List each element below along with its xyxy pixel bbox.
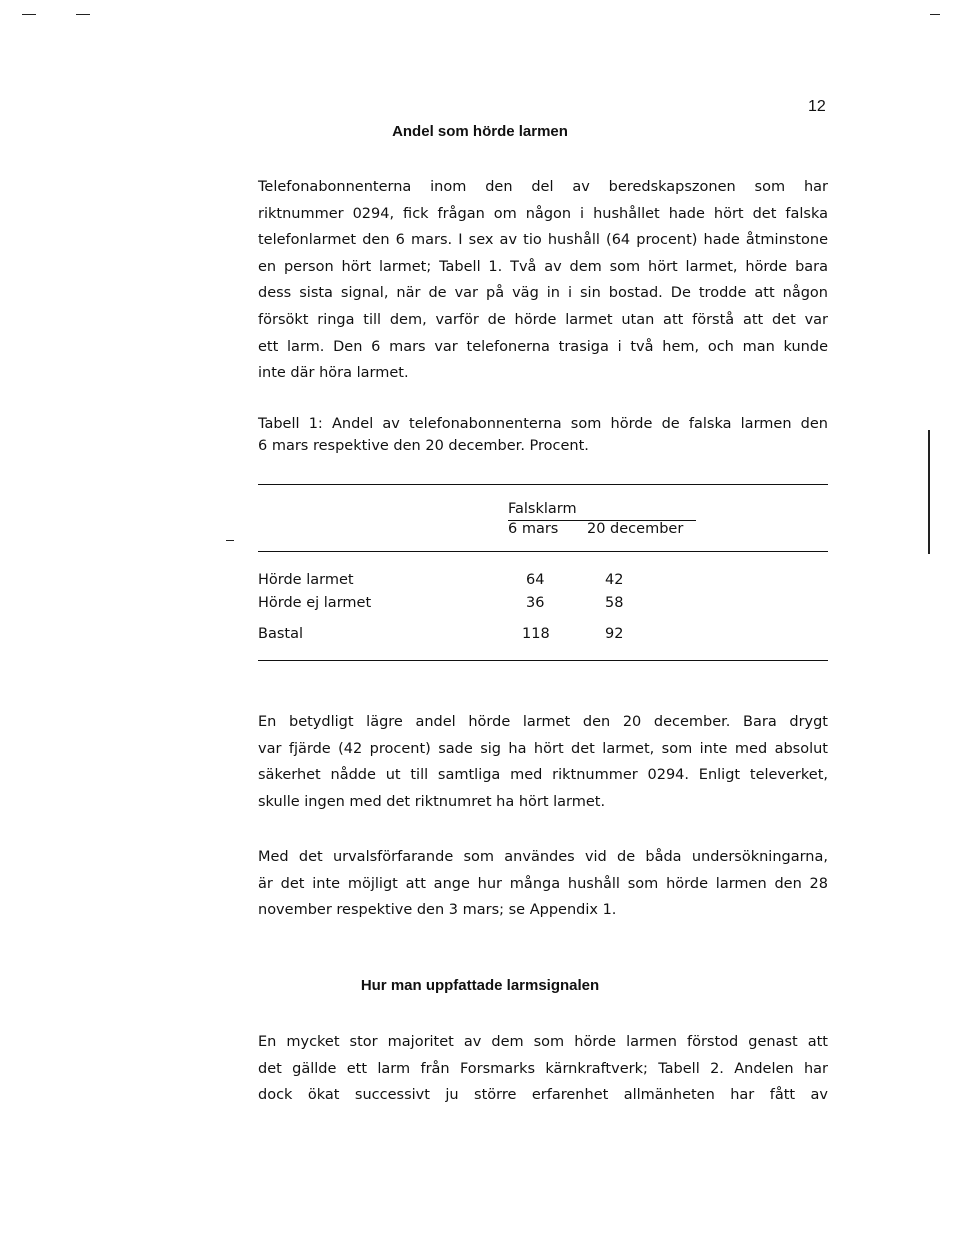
column-header-20-december: 20 december [587, 521, 684, 537]
paragraph-line: var fjärde (42 procent) sade sig ha hört det larmet, som inte med absolut [258, 740, 828, 757]
scan-mark-top-right [930, 14, 940, 15]
table-group-header: Falsklarm [508, 501, 577, 517]
row-label-horde-ej-larmet: Hörde ej larmet [258, 595, 372, 611]
cell-horde-larmet-6-mars: 64 [526, 572, 545, 588]
row-label-bastal: Bastal [258, 626, 303, 642]
cell-bastal-6-mars: 118 [522, 626, 550, 642]
cell-horde-larmet-20-december: 42 [605, 572, 624, 588]
paragraph-line: skulle ingen med det riktnumret ha hört larmet. [258, 793, 606, 810]
paragraph-line: november respektive den 3 mars; se Appendix 1. [258, 902, 617, 919]
paragraph-line: En mycket stor majoritet av dem som hörde larmen förstod genast att [258, 1034, 828, 1050]
scan-mark-top-left-2 [76, 14, 90, 15]
paragraph-line: riktnummer 0294, fick frågan om någon i hushållet hade hört det falska [258, 205, 828, 222]
paragraph-larmsignalen [258, 1029, 828, 1109]
page-number: 12 [808, 98, 826, 115]
column-header-6-mars: 6 mars [508, 521, 559, 537]
table-bottom-rule [258, 660, 828, 661]
row-label-horde-larmet: Hörde larmet [258, 572, 354, 588]
paragraph-line: försökt ringa till dem, varför de hörde larmet utan att förstå att det var [258, 311, 828, 328]
paragraph-intro [258, 174, 828, 387]
scan-mark-top-left [22, 14, 36, 15]
scan-mark-left-tick [226, 540, 234, 541]
paragraph-line: säkerhet nådde ut till samtliga med riktnummer 0294. Enligt televerket, [258, 767, 828, 784]
cell-bastal-20-december: 92 [605, 626, 624, 642]
paragraph-line: inte där höra larmet. [258, 365, 409, 382]
paragraph-line: ett larm. Den 6 mars var telefonerna trasiga i två hem, och man kunde [258, 338, 828, 355]
paragraph-urval [258, 844, 828, 924]
paragraph-line: en person hört larmet; Tabell 1. Två av dem som hört larmet, hörde bara [258, 258, 828, 275]
paragraph-line: telefonlarmet den 6 mars. I sex av tio hushåll (64 procent) hade åtminstone [258, 232, 828, 249]
cell-horde-ej-larmet-6-mars: 36 [526, 595, 545, 611]
paragraph-line: Telefonabonnenterna inom den del av beredskapszonen som har [258, 179, 828, 195]
paragraph-december [258, 709, 828, 815]
table-header-rule [258, 551, 828, 552]
cell-horde-ej-larmet-20-december: 58 [605, 595, 624, 611]
paragraph-line: dock ökat successivt ju större erfarenhet allmänheten har fått av [258, 1087, 828, 1104]
paragraph-line: dess sista signal, när de var på väg in i sin bostad. De trodde att någon [258, 285, 828, 302]
paragraph-line: är det inte möjligt att ange hur många hushåll som hörde larmen den 28 [258, 875, 828, 892]
caption-line: Tabell 1: Andel av telefonabonnenterna som hörde de falska larmen den [258, 416, 828, 432]
table-caption [258, 413, 828, 457]
table-top-rule [258, 484, 828, 485]
scan-mark-right-bar [928, 430, 930, 554]
section-heading-larmsignalen: Hur man uppfattade larmsignalen [360, 977, 600, 994]
paragraph-line: En betydligt lägre andel hörde larmet den 20 december. Bara drygt [258, 714, 828, 730]
paragraph-line: Med det urvalsförfarande som användes vid de båda undersökningarna, [258, 849, 828, 865]
caption-line: 6 mars respektive den 20 december. Procent. [258, 438, 589, 454]
section-heading-andel: Andel som hörde larmen [392, 123, 568, 140]
paragraph-line: det gällde ett larm från Forsmarks kärnkraftverk; Tabell 2. Andelen har [258, 1060, 828, 1077]
